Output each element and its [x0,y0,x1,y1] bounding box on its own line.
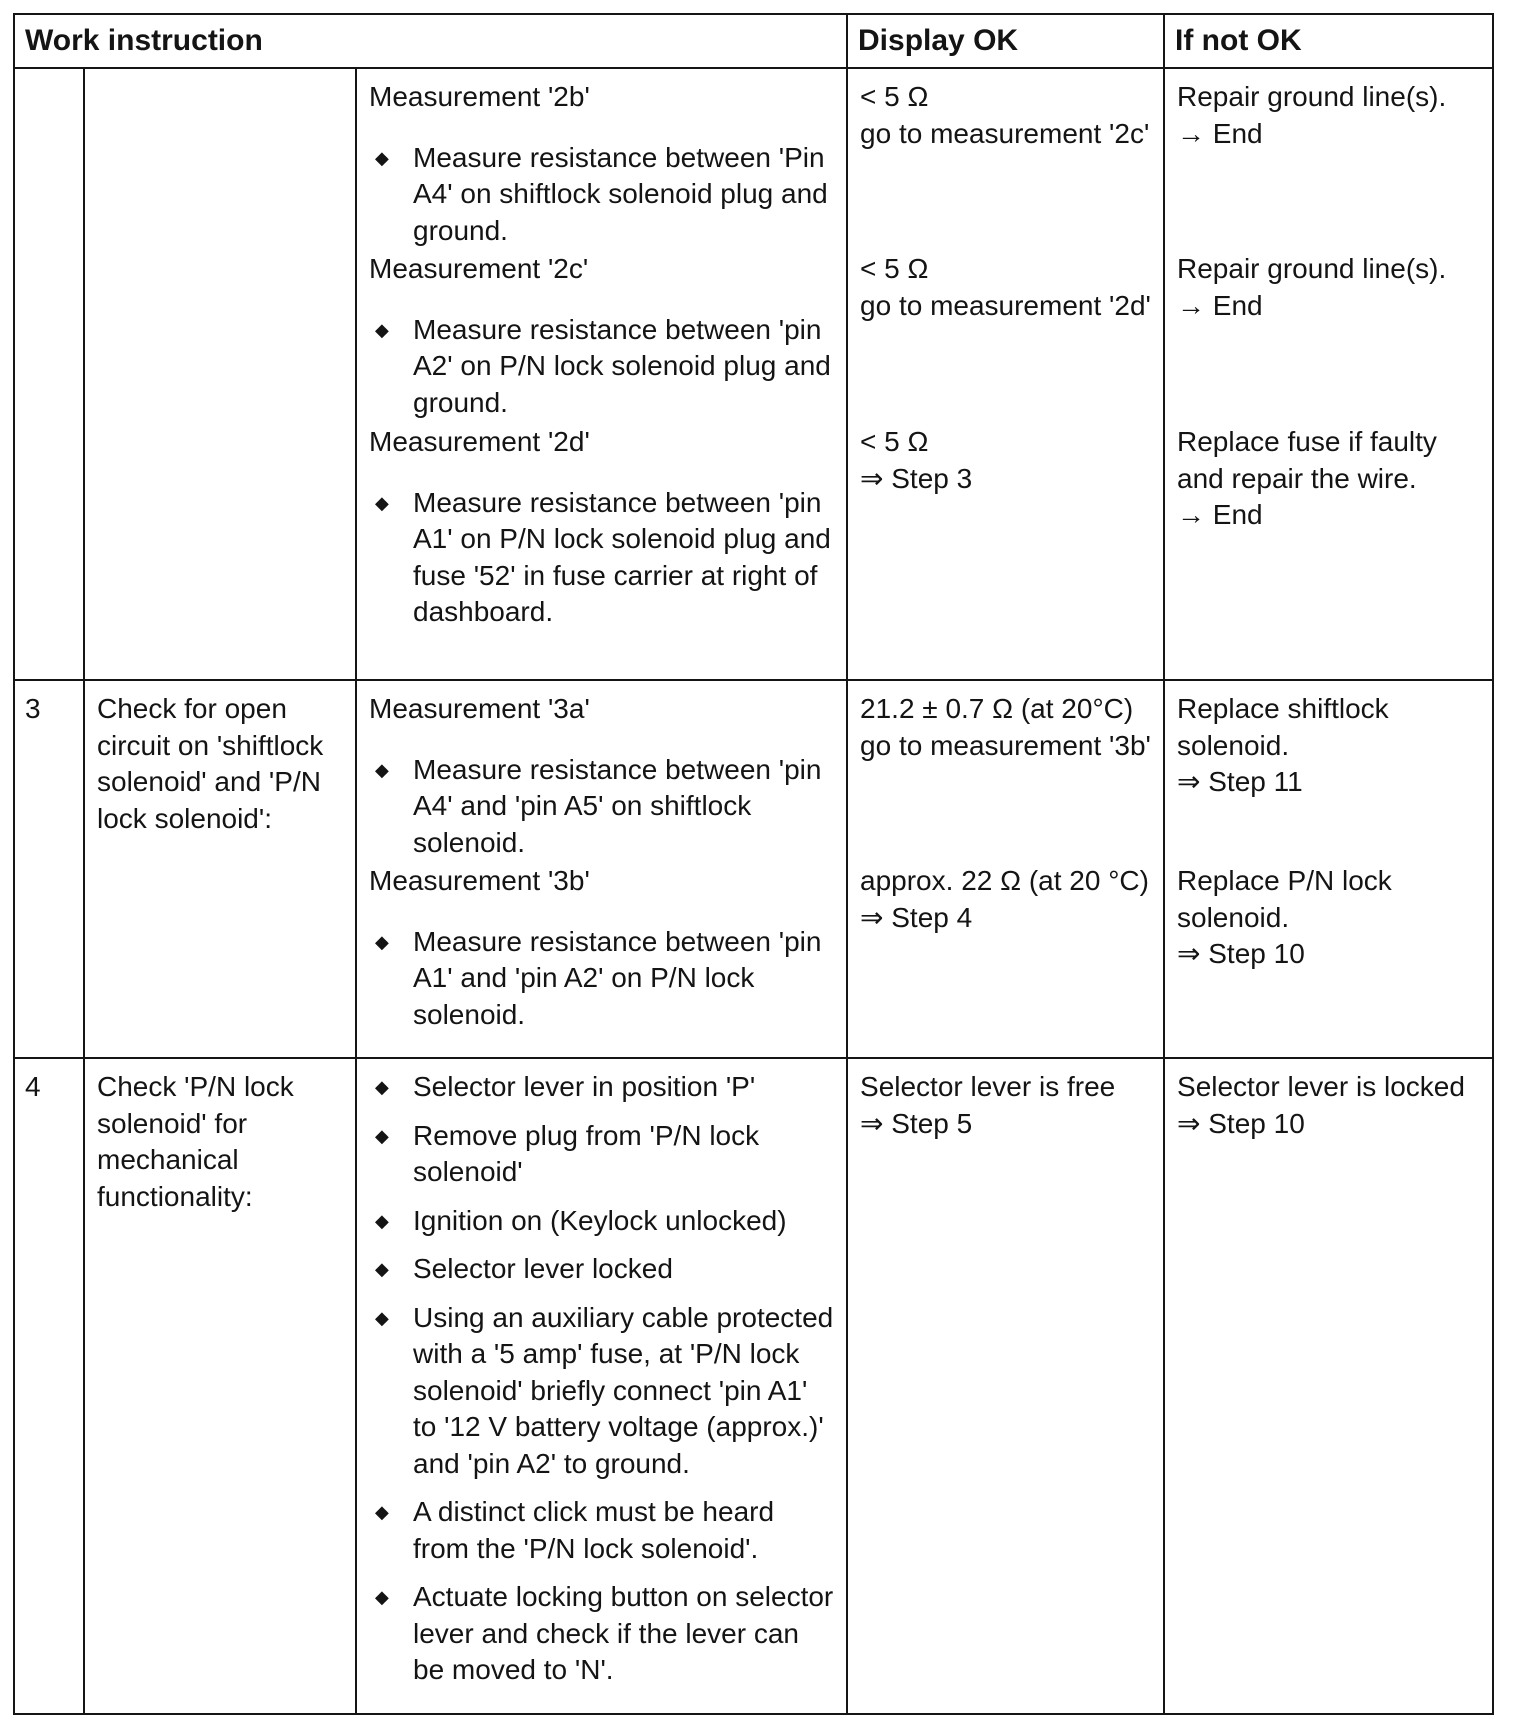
measurement-label: Measurement '3b' [369,865,590,896]
work-cell [356,68,847,680]
list-item: ◆ Measure resistance between 'Pin A4' on shiftlock solenoid plug and ground. [375,141,828,246]
instruction-list [369,924,836,1034]
instruction-list [369,485,836,631]
measurement-section [369,691,836,863]
list-item: ◆ Measure resistance between 'pin A1' and 'pin A2' on P/N lock solenoid. [375,925,822,1030]
list-item: ◆ Measure resistance between 'pin A2' on P/N lock solenoid plug and ground. [375,313,831,418]
if-not-ok-text: Replace fuse if faulty and repair the wire. → End [1177,426,1437,530]
if-not-ok-cell [1164,1058,1493,1714]
step-number: 4 [14,1058,84,1714]
diamond-bullet-icon: ◆ [375,931,389,952]
step-description: Check for open circuit on 'shiftlock solenoid' and 'P/N lock solenoid': [84,680,356,1058]
work-cell [356,680,847,1058]
list-item: ◆ Selector lever locked [375,1253,673,1284]
diamond-bullet-icon: ◆ [375,1125,389,1146]
work-instruction-table [13,13,1494,1715]
header-if-not-ok: If not OK [1164,14,1493,68]
diamond-bullet-icon: ◆ [375,319,389,340]
measurement-section [369,79,836,251]
display-ok-cell [847,680,1164,1058]
if-not-ok-text: Repair ground line(s). → End [1177,253,1447,321]
measurement-label: Measurement '2b' [369,81,590,112]
diamond-bullet-icon: ◆ [375,1587,389,1607]
diamond-bullet-icon: ◆ [375,1259,389,1279]
step-number [14,68,84,680]
display-ok-text: < 5 Ω go to measurement '2c' [860,81,1150,149]
list-item: ◆ Using an auxiliary cable protected with a '5 amp' fuse, at 'P/N lock solenoid' briefly connect 'pin A1' to '12 V battery voltage (approx.)' and 'pin A2' to ground. [375,1301,834,1479]
diamond-bullet-icon: ◆ [375,1502,389,1522]
measurement-label: Measurement '3a' [369,693,590,724]
diamond-bullet-icon: ◆ [375,1307,389,1328]
display-ok-text: < 5 Ω ⇒ Step 3 [860,426,973,494]
instruction-list [369,140,836,250]
measurement-label: Measurement '2d' [369,426,590,457]
list-item: ◆ Measure resistance between 'pin A4' and 'pin A5' on shiftlock solenoid. [375,753,822,858]
display-ok-cell [847,1058,1164,1714]
list-item: ◆ Ignition on (Keylock unlocked) [375,1204,787,1236]
header-display-ok: Display OK [847,14,1164,68]
table-header-row [14,14,1493,68]
display-ok-cell [847,68,1164,680]
list-item: ◆ A distinct click must be heard from the 'P/N lock solenoid'. [375,1496,775,1564]
if-not-ok-text: Replace P/N lock solenoid. ⇒ Step 10 [1177,865,1392,969]
display-ok-text: 21.2 ± 0.7 Ω (at 20°C) go to measurement '3b' [860,693,1151,761]
measurement-label: Measurement '2c' [369,253,589,284]
measurement-section [369,424,836,631]
diamond-bullet-icon: ◆ [375,759,389,780]
if-not-ok-cell [1164,680,1493,1058]
step-description: Check 'P/N lock solenoid' for mechanical functionality: [84,1058,356,1714]
if-not-ok-text: Repair ground line(s). → End [1177,81,1447,149]
if-not-ok-text: Replace shiftlock solenoid. ⇒ Step 11 [1177,693,1389,797]
list-item: ◆ Actuate locking button on selector lever and check if the lever can be moved to 'N'. [375,1581,834,1685]
display-ok-text: < 5 Ω go to measurement '2d' [860,253,1151,321]
table-row [14,680,1493,1058]
if-not-ok-cell [1164,68,1493,680]
list-item: ◆ Remove plug from 'P/N lock solenoid' [375,1119,760,1187]
diamond-bullet-icon: ◆ [375,492,389,513]
work-cell [356,1058,847,1714]
instruction-list [369,1069,836,1689]
header-work-instruction: Work instruction [14,14,847,68]
step-number: 3 [14,680,84,1058]
diamond-bullet-icon: ◆ [375,1077,389,1097]
instruction-list [369,752,836,862]
diamond-bullet-icon: ◆ [375,1210,389,1231]
display-ok-text: Selector lever is free ⇒ Step 5 [860,1071,1116,1139]
table-row [14,1058,1493,1714]
list-item: ◆ Measure resistance between 'pin A1' on P/N lock solenoid plug and fuse '52' in fuse carrier at right of dashboard. [375,486,831,627]
instruction-list [369,312,836,422]
if-not-ok-text: Selector lever is locked ⇒ Step 10 [1177,1071,1465,1139]
display-ok-text: approx. 22 Ω (at 20 °C) ⇒ Step 4 [860,865,1149,933]
table-row [14,68,1493,680]
measurement-section [369,251,836,424]
list-item: ◆ Selector lever in position 'P' [375,1071,756,1102]
step-description [84,68,356,680]
measurement-section [369,863,836,1033]
diamond-bullet-icon: ◆ [375,147,389,168]
